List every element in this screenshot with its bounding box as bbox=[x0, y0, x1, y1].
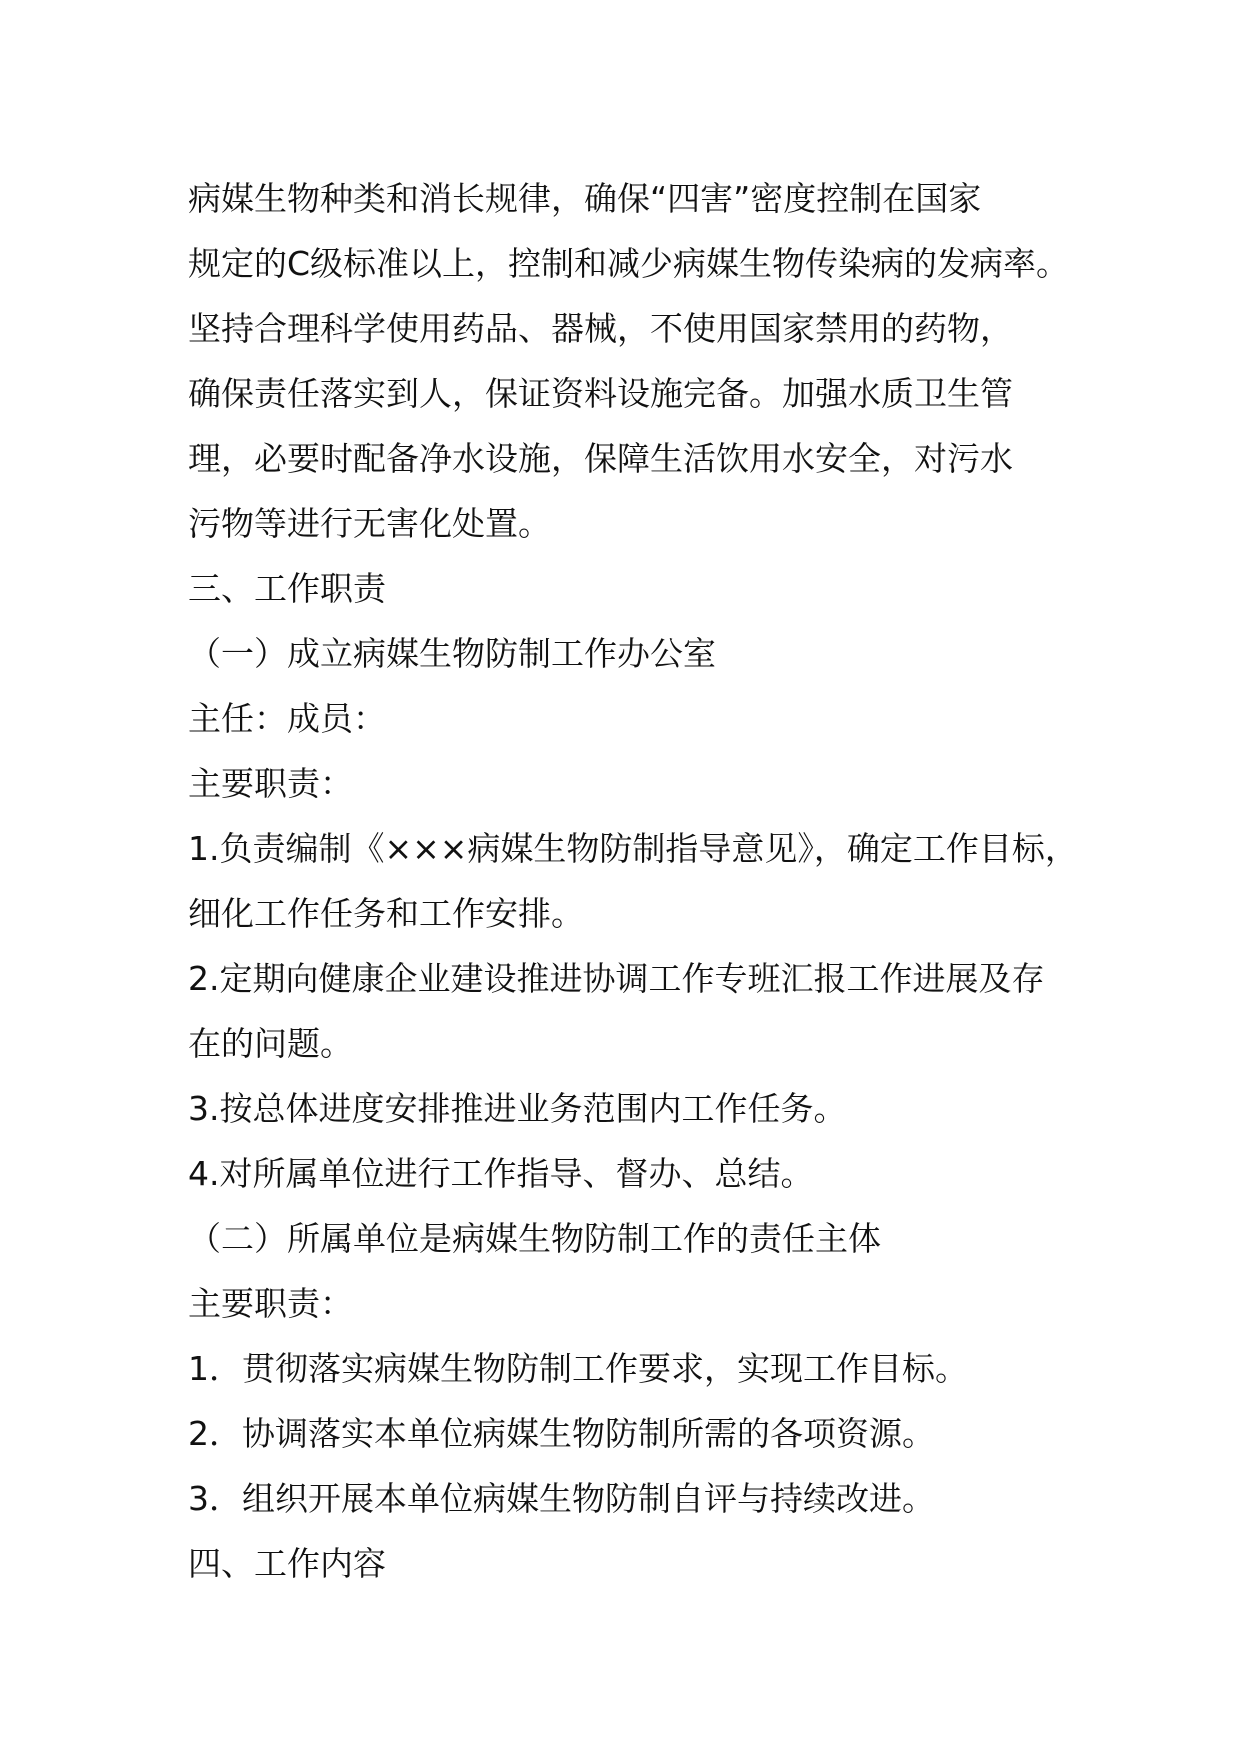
list-item: 1.负责编制《×××病媒生物防制指导意见》，确定工作目标， bbox=[188, 829, 1078, 868]
list-item-continuation: 在的问题。 bbox=[188, 1024, 353, 1063]
paragraph-line: 规定的C级标准以上，控制和减少病媒生物传染病的发病率。 bbox=[188, 244, 1070, 283]
list-item: 1．贯彻落实病媒生物防制工作要求，实现工作目标。 bbox=[188, 1349, 968, 1388]
subsection-heading: （一）成立病媒生物防制工作办公室 bbox=[188, 634, 716, 673]
paragraph-line: 主要职责： bbox=[188, 1284, 353, 1323]
paragraph-line: 主任：成员： bbox=[188, 699, 386, 738]
subsection-heading: （二）所属单位是病媒生物防制工作的责任主体 bbox=[188, 1219, 881, 1258]
section-heading: 三、工作职责 bbox=[188, 569, 386, 608]
list-item: 3.按总体进度安排推进业务范围内工作任务。 bbox=[188, 1089, 847, 1128]
list-item-continuation: 细化工作任务和工作安排。 bbox=[188, 894, 584, 933]
section-heading: 四、工作内容 bbox=[188, 1544, 386, 1583]
document-body bbox=[188, 166, 1098, 1596]
paragraph-line: 主要职责： bbox=[188, 764, 353, 803]
list-item: 4.对所属单位进行工作指导、督办、总结。 bbox=[188, 1154, 814, 1193]
list-item: 2．协调落实本单位病媒生物防制所需的各项资源。 bbox=[188, 1414, 935, 1453]
list-item: 3．组织开展本单位病媒生物防制自评与持续改进。 bbox=[188, 1479, 935, 1518]
paragraph-line: 污物等进行无害化处置。 bbox=[188, 504, 551, 543]
paragraph-line: 确保责任落实到人，保证资料设施完备。加强水质卫生管 bbox=[188, 374, 1013, 413]
list-item: 2.定期向健康企业建设推进协调工作专班汇报工作进展及存 bbox=[188, 959, 1045, 998]
paragraph-line: 理，必要时配备净水设施，保障生活饮用水安全，对污水 bbox=[188, 439, 1013, 478]
paragraph-line: 病媒生物种类和消长规律，确保“四害”密度控制在国家 bbox=[188, 179, 982, 218]
paragraph-line: 坚持合理科学使用药品、器械，不使用国家禁用的药物， bbox=[188, 309, 1013, 348]
